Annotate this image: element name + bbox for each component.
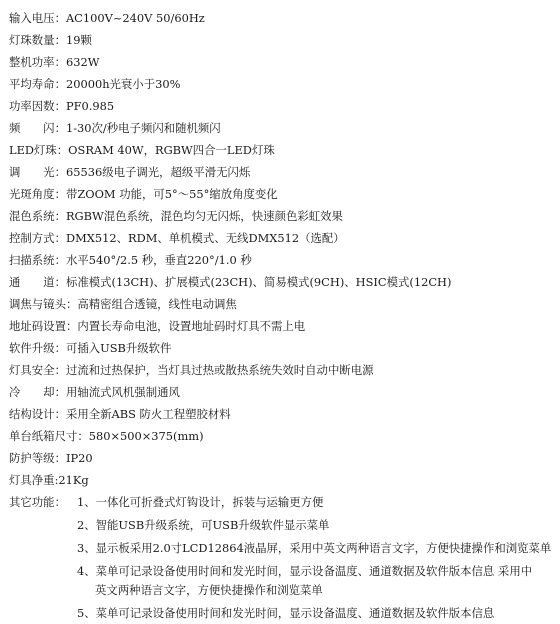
spec-strobe: 频 闪：1-30次/秒电子频闪和随机频闪: [9, 121, 221, 135]
spec-control: 控制方式：DMX512、RDM、单机模式、无线DMX512（选配）: [9, 231, 345, 245]
spec-power-factor: 功率因数：PF0.985: [9, 99, 115, 113]
feature-item-4: 4、菜单可记录设备使用时间和发光时间，显示设备温度、通道数据及软件版本信息 采用中: [77, 564, 533, 578]
spec-channels: 通 道：标准模式(13CH)、扩展模式(23CH)、简易模式(9CH)、HSIC模式(12CH): [9, 275, 452, 289]
spec-led-count: 灯珠数量：19颗: [9, 33, 92, 47]
spec-dimming: 调 光：65536级电子调光，超级平滑无闪烁: [9, 165, 251, 179]
features-label: 其它功能：: [9, 495, 66, 509]
spec-scanning: 扫描系统：水平540°/2.5 秒，垂直220°/1.0 秒: [9, 253, 252, 267]
spec-led-type: LED灯珠：OSRAM 40W，RGBW四合一LED灯珠: [9, 143, 275, 157]
spec-structure: 结构设计：采用全新ABS 防火工程塑胶材料: [9, 407, 231, 421]
spec-cooling: 冷 却：用轴流式风机强制通风: [9, 385, 180, 399]
spec-net-weight: 灯具净重:21Kg: [9, 473, 89, 487]
spec-beam-angle: 光斑角度：带ZOOM 功能，可5°～55°缩放角度变化: [9, 187, 278, 201]
feature-item-2: 2、智能USB升级系统，可USB升级软件显示菜单: [77, 518, 330, 532]
spec-color-mixing: 混色系统：RGBW混色系统，混色均匀无闪烁，快速颜色彩虹效果: [9, 209, 343, 223]
spec-carton-size: 单台纸箱尺寸：580×500×375(mm): [9, 429, 204, 443]
spec-lifetime: 平均寿命：20000h光衰小于30%: [9, 77, 181, 91]
spec-ip-rating: 防护等级：IP20: [9, 451, 93, 465]
spec-input-voltage: 输入电压：AC100V~240V 50/60Hz: [9, 11, 205, 25]
spec-software-upgrade: 软件升级：可插入USB升级软件: [9, 341, 172, 355]
spec-safety: 灯具安全：过流和过热保护，当灯具过热或散热系统失效时自动中断电源: [9, 363, 374, 377]
spec-power: 整机功率：632W: [9, 55, 100, 69]
feature-item-3: 3、显示板采用2.0寸LCD12864液晶屏，采用中英文两种语言文字，方便快捷操作和浏览菜单: [77, 541, 552, 555]
feature-item-1: 1、一体化可折叠式灯钩设计，拆装与运输更方便: [77, 495, 324, 509]
feature-item-4-continued: 英文两种语言文字，方便快捷操作和浏览菜单: [95, 583, 323, 597]
spec-address-setting: 地址码设置：内置长寿命电池，设置地址码时灯具不需上电: [9, 319, 306, 333]
feature-item-5: 5、菜单可记录设备使用时间和发光时间，显示设备温度、通道数据及软件版本信息: [77, 606, 495, 620]
spec-focus-lens: 调焦与镜头：高精密组合透镜，线性电动调焦: [9, 297, 237, 311]
